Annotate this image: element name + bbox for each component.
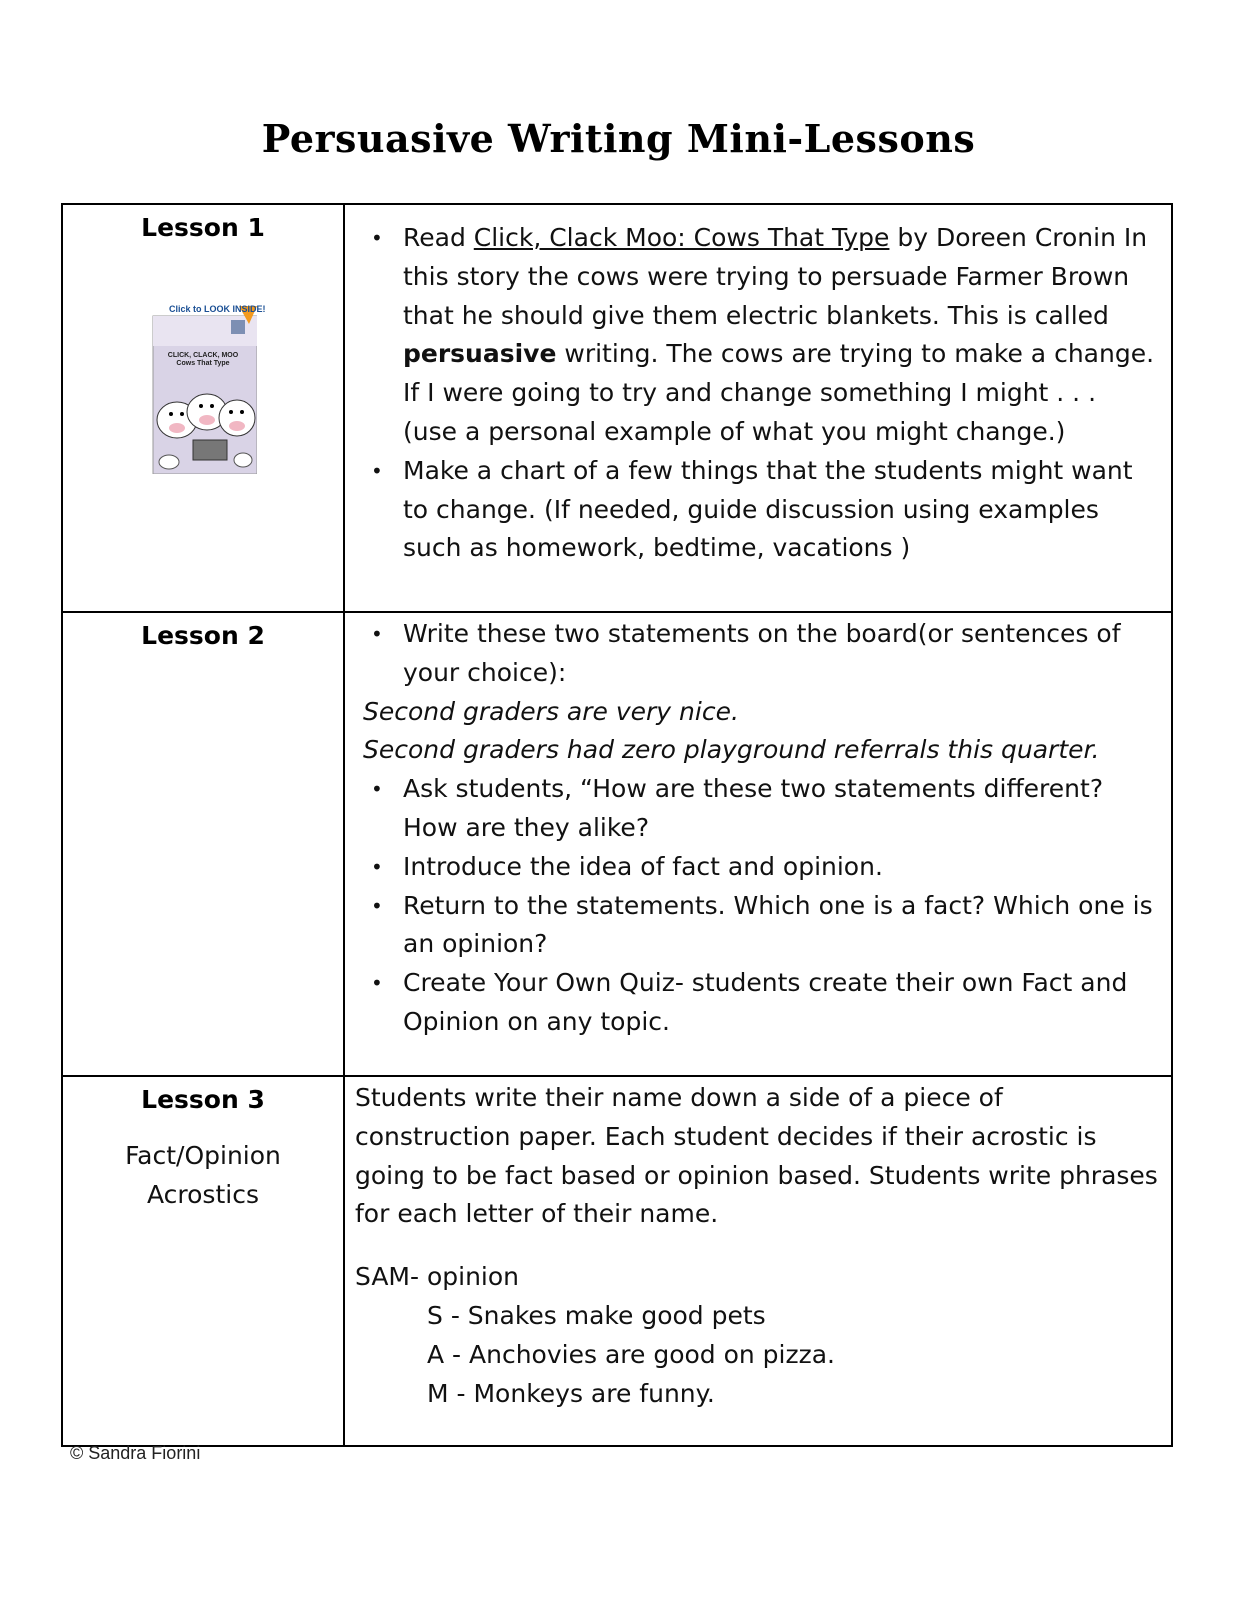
- book-cover-illustration: [149, 302, 257, 474]
- look-inside-prefix: Click to: [169, 304, 205, 314]
- lesson-1-label: Lesson 1: [141, 213, 265, 242]
- lesson-2-bullet: • Introduce the idea of fact and opinion.: [363, 848, 1165, 887]
- lesson-2-label: Lesson 2: [141, 621, 265, 650]
- lesson-label-cell: [62, 204, 344, 612]
- lesson-2-bullet: • Return to the statements. Which one is a fact? Which one is an opinion?: [363, 887, 1165, 965]
- lesson-row-1: [62, 204, 1172, 612]
- statement-opinion: Second graders are very nice.: [363, 696, 739, 726]
- lesson-content-cell: [344, 204, 1172, 612]
- lesson-3-subtitle-line2: Acrostics: [147, 1180, 259, 1209]
- lesson-2-bullet: • Create Your Own Quiz- students create their own Fact and Opinion on any topic.: [363, 964, 1165, 1042]
- acrostic-line: A - Anchovies are good on pizza.: [427, 1339, 836, 1369]
- lesson-2-bullet: • Ask students, “How are these two statements different? How are they alike?: [363, 770, 1165, 848]
- lessons-table: [61, 203, 1173, 1447]
- book-cover-image[interactable]: [149, 302, 266, 474]
- lesson-1-bullet-1: • Read Click, Clack Moo: Cows That Type by Doreen Cronin In this story the cows were trying to persuade Farmer Brown that he should give them electric blankets. This is called persuasive writing. The cows are trying to make a change. If I were going to try and change something I might . . . (use a personal example of what you might change.): [363, 219, 1157, 452]
- lesson-content-cell: [344, 1076, 1172, 1446]
- lesson-3-label: Lesson 3: [141, 1085, 265, 1114]
- persuasive-term: persuasive: [403, 339, 557, 369]
- look-inside-banner: [149, 304, 277, 314]
- lesson-content-cell: [344, 612, 1172, 1076]
- example-heading: SAM- opinion: [355, 1262, 520, 1292]
- lesson-row-3: [62, 1076, 1172, 1446]
- lesson-2-bullet-1: • Write these two statements on the board(or sentences of your choice):: [363, 615, 1165, 693]
- book-title-link: Click, Clack Moo: Cows That Type: [473, 223, 890, 252]
- look-inside-link: LOOK INSIDE!: [204, 304, 266, 314]
- book-cover-title-line2: Cows That Type: [176, 360, 230, 367]
- lesson-3-subtitle-line1: Fact/Opinion: [125, 1141, 281, 1170]
- page-title: Persuasive Writing Mini-Lessons: [261, 116, 976, 161]
- statement-fact: Second graders had zero playground referrals this quarter.: [363, 735, 1100, 765]
- copyright-footer: © Sandra Fiorini: [70, 1443, 201, 1463]
- lesson-1-bullet-2: • Make a chart of a few things that the students might want to change. (If needed, guide discussion using examples such as homework, bedtime, vacations ): [363, 452, 1157, 568]
- lesson-label-cell: [62, 1076, 344, 1446]
- lesson-3-subtitle: [63, 1136, 343, 1214]
- lesson-row-2: [62, 612, 1172, 1076]
- book-cover-title-line1: CLICK, CLACK, MOO: [167, 352, 239, 359]
- lesson-label-cell: [62, 612, 344, 1076]
- acrostic-line: S - Snakes make good pets: [427, 1300, 766, 1330]
- acrostic-line: M - Monkeys are funny.: [427, 1378, 715, 1408]
- lesson-3-paragraph: Students write their name down a side of a piece of construction paper. Each student decides if their acrostic is going to be fact based or opinion based. Students write phrases for each letter of their name.: [355, 1083, 1158, 1229]
- book-cover-title: [149, 352, 257, 368]
